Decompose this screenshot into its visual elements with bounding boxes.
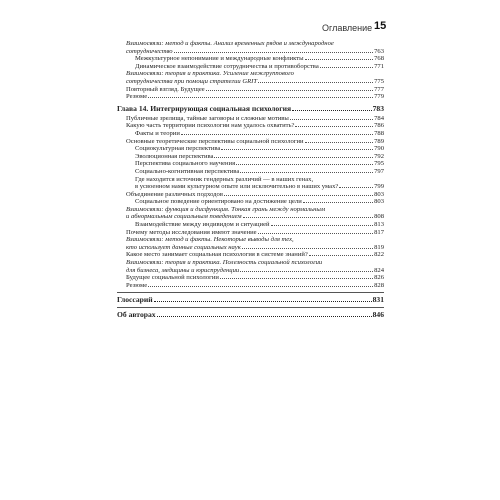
section-divider (117, 307, 384, 308)
toc-entry (117, 198, 384, 206)
toc-entry (117, 206, 384, 221)
toc-entry-line (126, 93, 384, 101)
toc-entry-line (126, 122, 384, 130)
toc-entry-title: Факты и теории (135, 129, 180, 137)
toc-entry-page: 784 (374, 114, 384, 122)
toc-entry-title: Межкультурное непонимание и международные конфликты (135, 55, 304, 63)
toc-entry (117, 221, 384, 229)
toc-entry-page: 799 (374, 183, 384, 191)
toc-entry-title: и абнормальным социальным поведением (126, 213, 242, 221)
toc-entry-title: Взаимодействие между индивидом и ситуацией (135, 221, 270, 229)
toc-entry (117, 176, 384, 191)
toc-entry-line (135, 183, 384, 191)
toc-entry (117, 122, 384, 130)
toc-entry-line (135, 55, 384, 63)
toc-entry-line (126, 78, 384, 86)
toc-entry (117, 153, 384, 161)
toc-entry-line (117, 104, 384, 113)
toc-entry-line (126, 48, 384, 56)
toc-entry-line (117, 295, 384, 304)
toc-entry-line (126, 267, 384, 275)
dot-leader (220, 278, 373, 279)
dot-leader (214, 157, 373, 158)
toc-entry-page: 795 (374, 160, 384, 168)
dot-leader (303, 202, 373, 203)
toc-entry-page: 788 (374, 129, 384, 137)
toc-entry-page: 797 (374, 167, 384, 175)
toc-entry-title-first-line: Взаимосвязи: метод и факты. Некоторые выводы для тех, (126, 236, 294, 244)
toc-entry (117, 138, 384, 146)
dot-leader (258, 233, 374, 234)
dot-leader (206, 90, 373, 91)
toc-entry-line (135, 168, 384, 176)
toc-entry (117, 70, 384, 85)
toc-entry-page: 775 (374, 77, 384, 85)
toc-entry-title: Резюме (126, 281, 148, 289)
toc-back-matter-entry (117, 310, 384, 319)
toc-entry (117, 93, 384, 101)
toc-entry-page: 786 (374, 122, 384, 130)
toc-entry-title: Объединение различных подходов (126, 190, 223, 198)
toc-chapter-entry (117, 104, 384, 113)
toc-entry-page: 763 (374, 47, 384, 55)
toc-entry-title: Повторный взгляд. Будущее (126, 85, 205, 93)
dot-leader (157, 316, 372, 317)
toc-entry-line (135, 130, 384, 138)
toc-entry-line (135, 221, 384, 229)
dot-leader (339, 187, 373, 188)
toc-entry-title: Будущее социальной психологии (126, 274, 219, 282)
toc-entry-title: Резюме (126, 93, 148, 101)
toc-entry (117, 40, 384, 55)
dot-leader (295, 126, 373, 127)
toc-entry (117, 236, 384, 251)
toc-entry-page: 771 (374, 62, 384, 70)
toc-entry-line (126, 251, 384, 259)
toc-entry-page: 824 (374, 266, 384, 274)
toc-entry-title: Какое место занимает социальная психология в системе знаний? (126, 251, 308, 259)
toc-back-matter-entry (117, 295, 384, 304)
toc-entry-line (135, 63, 384, 71)
toc-entry-title: для бизнеса, медицины и юриспруденции (126, 266, 240, 274)
dot-leader (148, 97, 373, 98)
dot-leader (174, 52, 374, 53)
toc-entry-title-first-line: Где находится источник гендерных различий — в наших генах, (135, 175, 314, 183)
toc-entry-title: Эволюционная перспектива (135, 152, 214, 160)
toc-entry-title: Социально-когнитивная перспектива (135, 167, 240, 175)
toc-entry-line (117, 310, 384, 319)
toc-entry-line (126, 213, 384, 221)
toc-entry-title: Об авторах (117, 310, 156, 320)
toc-entry-page: 828 (374, 281, 384, 289)
toc-entry-line (126, 138, 384, 146)
toc-entry-page: 783 (372, 103, 384, 113)
toc-entry-title-first-line: Взаимосвязи: метод и факты. Анализ временных рядов и международное (126, 40, 334, 47)
dot-leader (148, 286, 373, 287)
toc-entry-title: в усвоенном нами культурном опыте или исключительно в наших умах? (135, 183, 339, 191)
toc-entry-title: Глоссарий (117, 295, 153, 305)
toc-entry-line (126, 191, 384, 199)
toc-entry-title: Социокультурная перспектива (135, 145, 221, 153)
dot-leader (154, 301, 372, 302)
toc-entry-line (135, 198, 384, 206)
toc-entry-line (126, 229, 384, 237)
toc-entry-title: Перспектива социального научения (135, 160, 236, 168)
dot-leader (271, 225, 374, 226)
toc-entry (117, 229, 384, 237)
toc-entry-page: 831 (372, 295, 384, 305)
toc-entry-page: 768 (374, 55, 384, 63)
toc-entry-title-first-line: Взаимосвязи: теория и практика. Полезность социальной психологии (126, 259, 323, 267)
toc-entry-title: Какую часть территории психологии нам удалось охватить? (126, 122, 295, 130)
dot-leader (292, 110, 371, 111)
toc-entry-page: 792 (374, 152, 384, 160)
toc-entry-line (126, 274, 384, 282)
toc-entry-title: Публичные зрелища, тайные заговоры и сложные мотивы (126, 114, 289, 122)
toc-entry (117, 160, 384, 168)
toc-entry (117, 63, 384, 71)
toc-entry-page: 803 (374, 198, 384, 206)
dot-leader (258, 82, 373, 83)
toc-entry-title: Основные теоретические перспективы социальной психологии (126, 137, 304, 145)
toc-entry-title: Почему методы исследования имеют значение (126, 228, 257, 236)
dot-leader (224, 195, 373, 196)
toc-entry (117, 145, 384, 153)
dot-leader (309, 255, 373, 256)
toc-entry-title-first-line: Взаимосвязи: теория и практика. Усиление межгруппового (126, 70, 294, 78)
dot-leader (305, 59, 374, 60)
page-number: 15 (374, 20, 387, 32)
toc-entry (117, 251, 384, 259)
toc-entry-line (135, 160, 384, 168)
dot-leader (290, 119, 373, 120)
dot-leader (305, 142, 374, 143)
toc-entry-page: 826 (374, 274, 384, 282)
dot-leader (221, 149, 373, 150)
toc-entry (117, 115, 384, 123)
toc-entry-line (135, 153, 384, 161)
toc-entry (117, 191, 384, 199)
toc-entry (117, 274, 384, 282)
toc-entry-page: 779 (374, 93, 384, 101)
toc-entry-page: 822 (374, 251, 384, 259)
toc-entry-page: 803 (374, 190, 384, 198)
dot-leader (242, 248, 373, 249)
dot-leader (320, 67, 373, 68)
toc-entry (117, 168, 384, 176)
toc-entry-page: 846 (372, 310, 384, 320)
toc-entry-page: 817 (374, 228, 384, 236)
toc-entry-page: 813 (374, 221, 384, 229)
toc-entry-page: 808 (374, 213, 384, 221)
running-header-title: Оглавление (322, 23, 373, 33)
toc-entry (117, 259, 384, 274)
toc-entry-line (126, 86, 384, 94)
toc-entry (117, 86, 384, 94)
section-divider (117, 292, 384, 293)
toc-entry-page: 777 (374, 85, 384, 93)
toc-entry-line (126, 115, 384, 123)
toc-entry-title-first-line: Взаимосвязи: функция и дисфункция. Тонкая грань между нормальным (126, 205, 326, 213)
toc-entry-page: 790 (374, 145, 384, 153)
dot-leader (236, 164, 373, 165)
toc-entry-page: 819 (374, 243, 384, 251)
toc-entry-line (126, 282, 384, 290)
toc-entry (117, 55, 384, 63)
dot-leader (240, 271, 373, 272)
toc-entry-title: кто использует данные социальных наук (126, 243, 241, 251)
toc-entry-line (126, 244, 384, 252)
toc-entry-title: Динамическое взаимодействие сотрудничества и противоборства (135, 62, 319, 70)
toc-entry-line (135, 145, 384, 153)
toc-entry (117, 130, 384, 138)
toc-entry-title: Глава 14. Интегрирующая социальная психология (117, 103, 292, 113)
toc-entry-title: Социальное поведение ориентировано на достижение цели (135, 198, 302, 206)
dot-leader (243, 217, 374, 218)
toc-entry-title: сотрудничество (126, 47, 173, 55)
table-of-contents (117, 40, 384, 321)
dot-leader (181, 134, 373, 135)
toc-entry-title: сотрудничества при помощи стратегии GRIT (126, 77, 258, 85)
toc-entry (117, 282, 384, 290)
toc-entry-page: 789 (374, 137, 384, 145)
dot-leader (240, 172, 373, 173)
